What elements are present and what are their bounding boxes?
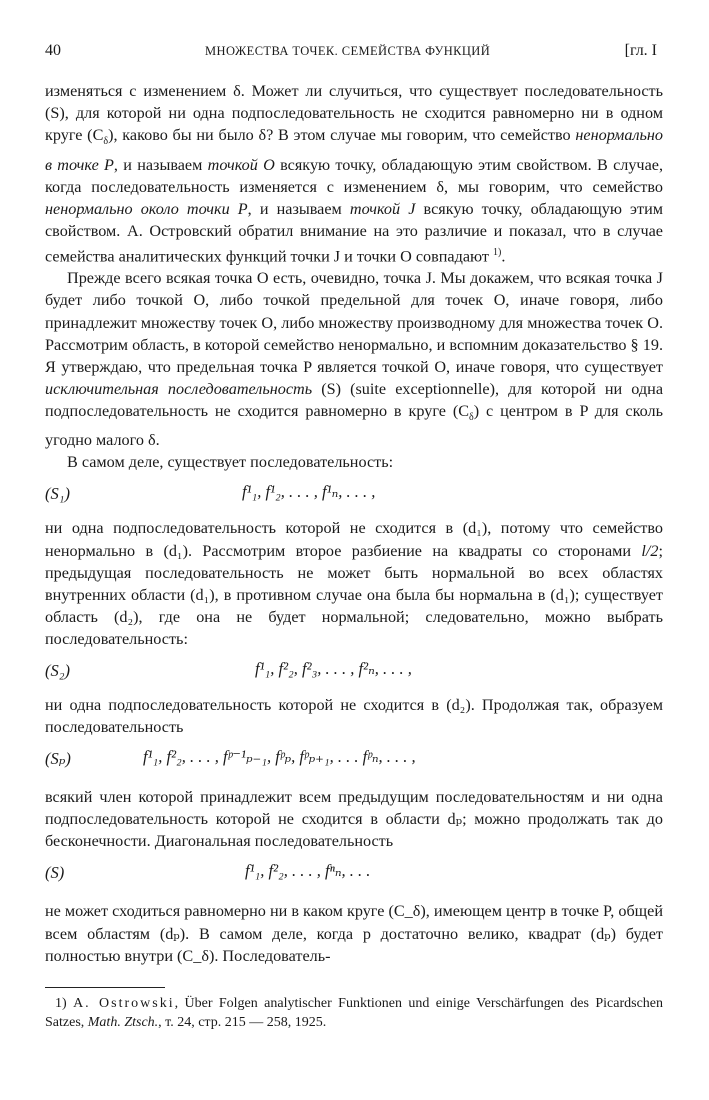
- equation-s: [45, 852, 663, 900]
- paragraph-3: В самом деле, существует последовательность:: [67, 453, 394, 472]
- running-title: МНОЖЕСТВА ТОЧЕК. СЕМЕЙСТВА ФУНКЦИЙ: [205, 44, 491, 58]
- paragraph-5: ни одна подпоследовательность которой не сходится в (d₂). Продолжая так, образуем последовательность: [45, 696, 663, 737]
- paragraph-4: ни одна подпоследовательность которой не сходится в (d₁), потому что семейство ненормально в (d₁). Рассмотрим второе разбиение на квадраты со сторонами l/2; предыдущая последовательность не может быть нормальной во всех областях внутренних области (d₁), в противном случае она была бы нормальна в (d₁); существует область (d₂), где она не будет нормальной; следовательно, можно выбрать последовательность:: [45, 519, 663, 648]
- paragraph-1: изменяться с изменением δ. Может ли случиться, что существует последовательность (S), для которой ни одна подпоследовательность не сходится равномерно ни в одном круге $(C_\delta)$, каково бы ни было δ? В этом случае мы говорим, что семейство ненормально в точке P, и называем точкой O всякую точку, обладающую этим свойством. В случае, когда последовательность изменяется с изменением δ, мы говорим, что семейство ненормально около точки P, и называем точкой J всякую точку, обладающую этим свойством. А. Островский обратил внимание на это различие и показал, что в случае семейства аналитических функций точки J и точки O совпадают $^{1)}$.: [45, 82, 663, 266]
- fraction: l/2: [641, 541, 659, 560]
- equation-body: f¹₁, f²₂, . . . , fᵖ⁻¹ₚ₋₁, fᵖₚ, fᵖₚ₊₁, . . . fᵖₙ, . . . ,: [143, 747, 416, 767]
- footnote-ref: 1): [493, 246, 502, 258]
- page-number: 40: [45, 42, 61, 59]
- equation-label: (S₂): [45, 661, 70, 681]
- equation-sp: [45, 738, 663, 786]
- paragraph-7: не может сходиться равномерно ни в каком круге (C_δ), имеющем центр в точке P, общей всем областям (dₚ). В самом деле, когда p достаточно велико, квадрат (dₚ) будет полностью внутри (C_δ). Последователь-: [45, 902, 663, 965]
- equation-body: f¹₁, f²₂, f²₃, . . . , f²ₙ, . . . ,: [255, 659, 412, 679]
- paragraph-2: Прежде всего всякая точка O есть, очевидно, точка J. Мы докажем, что всякая точка J будет либо точкой O, либо точкой предельной для точек O, иначе говоря, либо принадлежит множеству точек O, либо множеству производному для множества точек O. Рассмотрим область, в которой семейство ненормально, и вспомним доказательство § 19. Я утверждаю, что предельная точка P является точкой O, иначе говоря, что существует исключительная последовательность (S) (suite exceptionnelle), для которой ни одна подпоследовательность не сходится равномерно в круге $(C_\delta)$ с центром в P для сколь угодно малого δ.: [45, 269, 664, 450]
- equation-s2: [45, 650, 663, 694]
- page: [45, 38, 663, 1046]
- equation-label: (S₁): [45, 484, 70, 504]
- equation-body: f¹₁, f¹₂, . . . , f¹ₙ, . . . ,: [242, 482, 376, 502]
- equation-body: f¹₁, f²₂, . . . , fⁿₙ, . . .: [245, 861, 371, 881]
- running-header: [45, 38, 663, 64]
- paragraph-6: всякий член которой принадлежит всем предыдущим последовательностям и ни одна подпоследовательность которой не сходится в области dₚ; можно продолжать так до бесконечности. Диагональная последовательность: [45, 788, 663, 851]
- equation-label: (S): [45, 863, 65, 883]
- equation-label: (Sₚ): [45, 749, 71, 769]
- equation-s1: [45, 473, 663, 517]
- chapter-label: [гл. I: [624, 42, 657, 59]
- footnote-rule: [45, 987, 165, 988]
- footnote: 1) A. Ostrowski, Über Folgen analytischer Funktionen und einige Verschärfungen des Picardschen Satzes, Math. Ztsch., т. 24, стр. 215 — 258, 1925.: [45, 995, 663, 1030]
